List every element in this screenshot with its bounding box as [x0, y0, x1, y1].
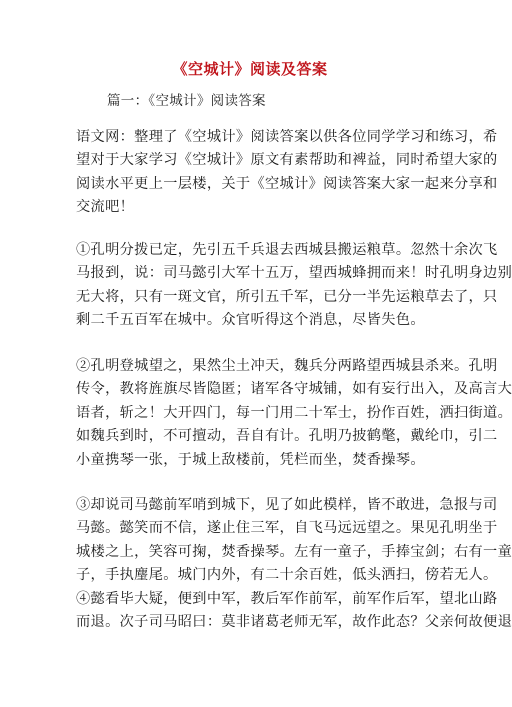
paragraph-line: 语者，斩之！大开四门，每一门用二十军士，扮作百姓，洒扫街道。	[76, 404, 512, 421]
paragraph-line: 如魏兵到时，不可擅动，吾自有计。孔明乃披鹤氅，戴纶巾，引二	[76, 428, 498, 445]
passage-paragraph-2	[76, 355, 512, 472]
paragraph-line: 城楼之上，笑容可掬，焚香操琴。左有一童子，手捧宝剑；右有一童	[76, 543, 512, 560]
paragraph-line: 而退。次子司马昭曰：莫非诸葛老师无军，故作此态？父亲何故便退	[76, 614, 512, 631]
passage-paragraph-3	[76, 494, 512, 634]
document-subtitle: 篇一：《空城计》阅读答案	[107, 93, 266, 109]
paragraph-line: 语文网：整理了《空城计》阅读答案以供各位同学学习和练习，希	[76, 129, 498, 145]
paragraph-line: 交流吧！	[76, 199, 135, 216]
paragraph-line: 阅读水平更上一层楼，关于《空城计》阅读答案大家一起来分享和	[76, 175, 498, 192]
paragraph-line: ④懿看毕大疑，便到中军，教后军作前军，前军作后军，望北山路	[76, 590, 498, 607]
passage-paragraph-1	[76, 239, 512, 333]
paragraph-line: 无大将，只有一斑文官，所引五千军，已分一半先运粮草去了，只	[76, 288, 498, 305]
paragraph-line: ②孔明登城望之，果然尘土冲天，魏兵分两路望西城县杀来。孔明	[76, 358, 498, 374]
paragraph-line: ③却说司马懿前军哨到城下，见了如此模样，皆不敢进，急报与司	[76, 497, 498, 513]
document-title: 《空城计》阅读及答案	[172, 60, 328, 78]
paragraph-line: 传令，教将旌旗尽皆隐匿；诸军各守城铺，如有妄行出入，及高言大	[76, 381, 512, 398]
intro-paragraph	[76, 126, 498, 220]
paragraph-line: ①孔明分拨已定，先引五千兵退去西城县搬运粮草。忽然十余次飞	[76, 242, 498, 258]
paragraph-line: 小童携琴一张，于城上敌楼前，凭栏而坐，焚香操琴。	[76, 451, 425, 468]
paragraph-line: 马懿。懿笑而不信，遂止住三军，自飞马远远望之。果见孔明坐于	[76, 520, 498, 537]
paragraph-line: 剩二千五百军在城中。众官听得这个消息，尽皆失色。	[76, 312, 425, 329]
paragraph-line: 子，手执麈尾。城门内外，有二十余百姓，低头洒扫，傍若无人。	[76, 567, 498, 584]
paragraph-line: 望对于大家学习《空城计》原文有素帮助和裨益，同时希望大家的	[76, 152, 498, 169]
paragraph-line: 马报到，说：司马懿引大军十五万，望西城蜂拥而来！时孔明身边别	[76, 265, 512, 282]
